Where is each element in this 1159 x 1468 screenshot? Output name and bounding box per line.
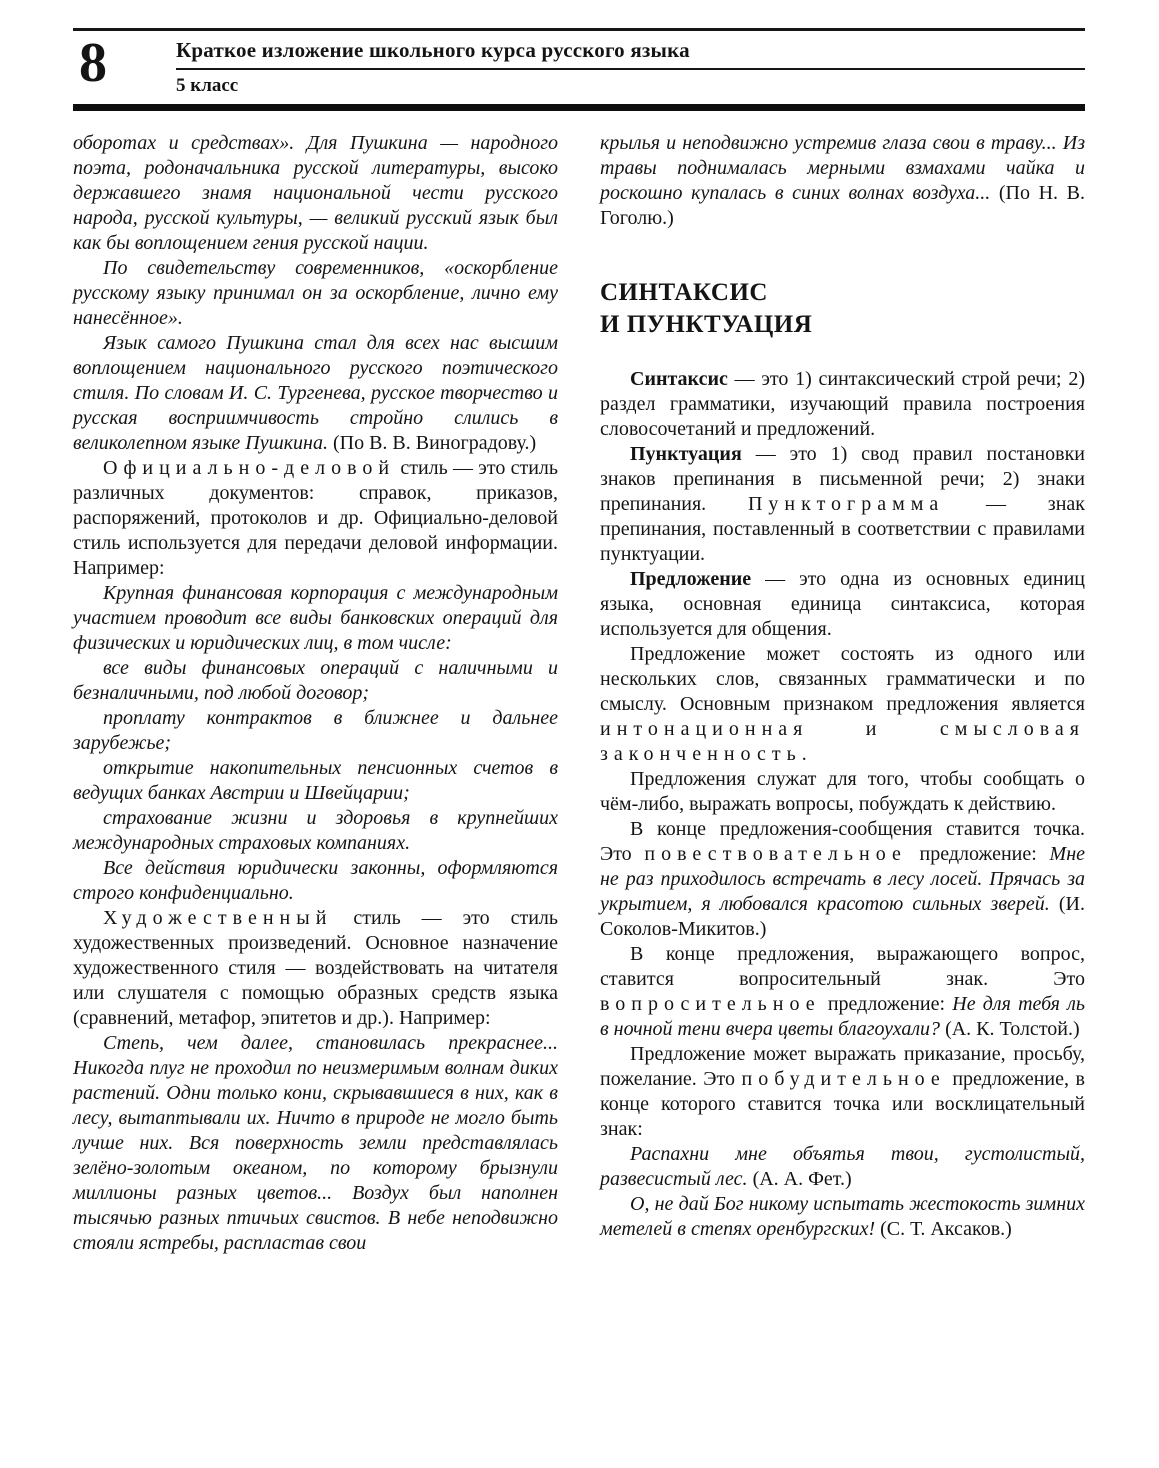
paragraph	[600, 131, 1085, 231]
text-segment: стиль — это стиль различных документов: справок, приказов, распоряжений, протоколов и др. Официально-деловой стиль используется для передачи деловой информации. Например:	[73, 457, 558, 579]
text-segment: все виды финансовых операций с наличными и безналичными, под любой договор;	[73, 657, 558, 704]
paragraph	[73, 331, 558, 456]
text-segment: Степь, чем далее, становилась прекраснее... Никогда плуг не проходил по неизмеримым волнам диких растений. Одни только кони, скрывавшиеся в них, как в лесу, вытаптывали их. Ничто в природе не могло быть лучше них. Вся поверхность земли представлялась зелёно-золотым океаном, по которому брызнули миллионы разных цветов... Воздух был наполнен тысячью разных птичьих свистов. В небе неподвижно стояли ястребы, распластав свои	[73, 1032, 558, 1254]
paragraph	[73, 906, 558, 1031]
text-segment: — это 1) синтаксический строй речи; 2) раздел грамматики, изучающий правила построения словосочетаний и предложений.	[600, 368, 1085, 440]
text-segment: Художественный	[103, 907, 333, 929]
paragraph	[73, 1031, 558, 1256]
paragraph	[73, 856, 558, 906]
paragraph	[73, 581, 558, 656]
paragraph	[73, 806, 558, 856]
text-segment: Пунктограмма	[747, 493, 945, 515]
paragraph	[600, 1042, 1085, 1142]
paragraph	[600, 442, 1085, 567]
thick-rule	[73, 104, 1085, 111]
page-number: 8	[79, 32, 107, 94]
text-segment: Предложения служат для того, чтобы сообщать о чём-либо, выражать вопросы, побуждать к действию.	[600, 768, 1085, 815]
heading-line: СИНТАКСИС	[600, 279, 768, 306]
text-segment: — знак препинания, поставленный в соответствии с правилами пунктуации.	[600, 493, 1086, 565]
text-segment: Не для тебя ль в ночной тени вчера цветы благоухали?	[600, 993, 1085, 1040]
paragraph	[73, 456, 558, 581]
two-column-text	[73, 111, 1085, 1256]
text-segment: Предложение может состоять из одного или нескольких слов, связанных грамматически и по смыслу. Основным признаком предложения является	[600, 643, 1085, 715]
paragraph	[600, 567, 1085, 642]
text-segment: — это 1) свод правил постановки знаков препинания в письменной речи; 2) знаки препинания.	[600, 443, 1085, 515]
text-segment: (По Н. В. Гоголю.)	[600, 182, 1085, 229]
text-segment: Официально-деловой	[103, 457, 396, 479]
text-segment: (И. Соколов-Микитов.)	[600, 893, 1085, 940]
text-segment: В конце предложения, выражающего вопрос, ставится вопросительный знак. Это	[600, 943, 1085, 990]
header-text	[176, 31, 1085, 104]
text-segment: Предложение может выражать приказание, просьбу, пожелание. Это	[600, 1043, 1085, 1090]
text-segment: Язык самого Пушкина стал для всех нас высшим воплощением национального русского поэтического стиля. По словам И. С. Тургенева, русское творчество и русская восприимчивость стройно слились в великолепном языке Пушкина.	[73, 332, 558, 454]
text-segment: повествовательное	[644, 843, 907, 865]
text-segment: предложение, в конце которого ставится точка или восклицательный знак:	[600, 1068, 1085, 1140]
text-segment: Синтаксис	[630, 368, 728, 390]
text-segment: предложение:	[820, 993, 953, 1015]
text-segment: стиль — это стиль художественных произведений. Основное назначение художественного стиля — воздействовать на читателя или слушателя с помощью образных средств языка (сравнений, метафор, эпитетов и др.). Например:	[73, 907, 558, 1029]
text-segment: оборотах и средствах». Для Пушкина — народного поэта, родоначальника русской литературы, высоко державшего знамя национальной чести русского народа, русской культуры, — великий русский язык был как бы воплощением гения русской нации.	[73, 132, 558, 254]
text-segment: проплату контрактов в ближнее и дальнее зарубежье;	[73, 707, 558, 754]
left-column	[73, 131, 558, 1256]
text-segment: (По В. В. Виноградову.)	[332, 432, 537, 454]
paragraph	[600, 642, 1085, 767]
paragraph	[73, 756, 558, 806]
paragraph	[73, 656, 558, 706]
paragraph	[600, 1192, 1085, 1242]
text-segment: (А. К. Толстой.)	[945, 1018, 1080, 1040]
text-segment: Пунктуация	[630, 443, 742, 465]
text-segment: Все действия юридически законны, оформляются строго конфиденциально.	[73, 857, 558, 904]
text-segment: О, не дай Бог никому испытать жестокость зимних метелей в степях оренбургских!	[600, 1193, 1085, 1240]
text-segment: Крупная финансовая корпорация с международным участием проводит все виды банковских операций для физических и юридических лиц, в том числе:	[73, 582, 558, 654]
text-segment: В конце предложения-сообщения ставится точка. Это	[600, 818, 1085, 865]
paragraph	[73, 256, 558, 331]
paragraph	[600, 1142, 1085, 1192]
paragraph	[600, 367, 1085, 442]
text-segment: крылья и неподвижно устремив глаза свои в траву... Из травы поднималась мерными взмахами чайка и роскошно купалась в синих волнах воздуха...	[600, 132, 1085, 204]
text-segment: страхование жизни и здоровья в крупнейших международных страховых компаниях.	[73, 807, 558, 854]
paragraph	[73, 706, 558, 756]
text-segment: (А. А. Фет.)	[752, 1168, 852, 1190]
text-segment: предложение:	[906, 843, 1050, 865]
text-segment: интонационная и смысловая законченность.	[600, 718, 1085, 765]
paragraph	[73, 131, 558, 256]
header-title: Краткое изложение школьного курса русского языка	[176, 38, 690, 62]
text-segment: открытие накопительных пенсионных счетов в ведущих банках Австрии и Швейцарии;	[73, 757, 558, 804]
page-header	[73, 28, 1085, 111]
text-segment: Мне не раз приходилось встречать в лесу лосей. Прячась за укрытием, я любовался красотою сильных зверей.	[600, 843, 1085, 915]
text-segment: — это одна из основных единиц языка, основная единица синтаксиса, которая используется для общения.	[600, 568, 1085, 640]
paragraph	[600, 817, 1085, 942]
paragraph	[600, 942, 1085, 1042]
text-segment: (С. Т. Аксаков.)	[880, 1218, 1012, 1240]
header-subtitle: 5 класс	[176, 75, 239, 96]
paragraph	[600, 767, 1085, 817]
heading-line: И ПУНКТУАЦИЯ	[600, 311, 813, 338]
section-heading	[600, 277, 1085, 341]
text-segment: Распахни мне объятья твои, густолистый, развесистый лес.	[600, 1143, 1085, 1190]
text-segment: Предложение	[630, 568, 752, 590]
header-row	[73, 31, 1085, 104]
right-column	[600, 131, 1085, 1256]
text-segment: вопросительное	[600, 993, 821, 1015]
text-segment: По свидетельству современников, «оскорбление русскому языку принимал он за оскорбление, лично ему нанесённое».	[73, 257, 558, 329]
text-segment: побудительное	[741, 1068, 946, 1090]
